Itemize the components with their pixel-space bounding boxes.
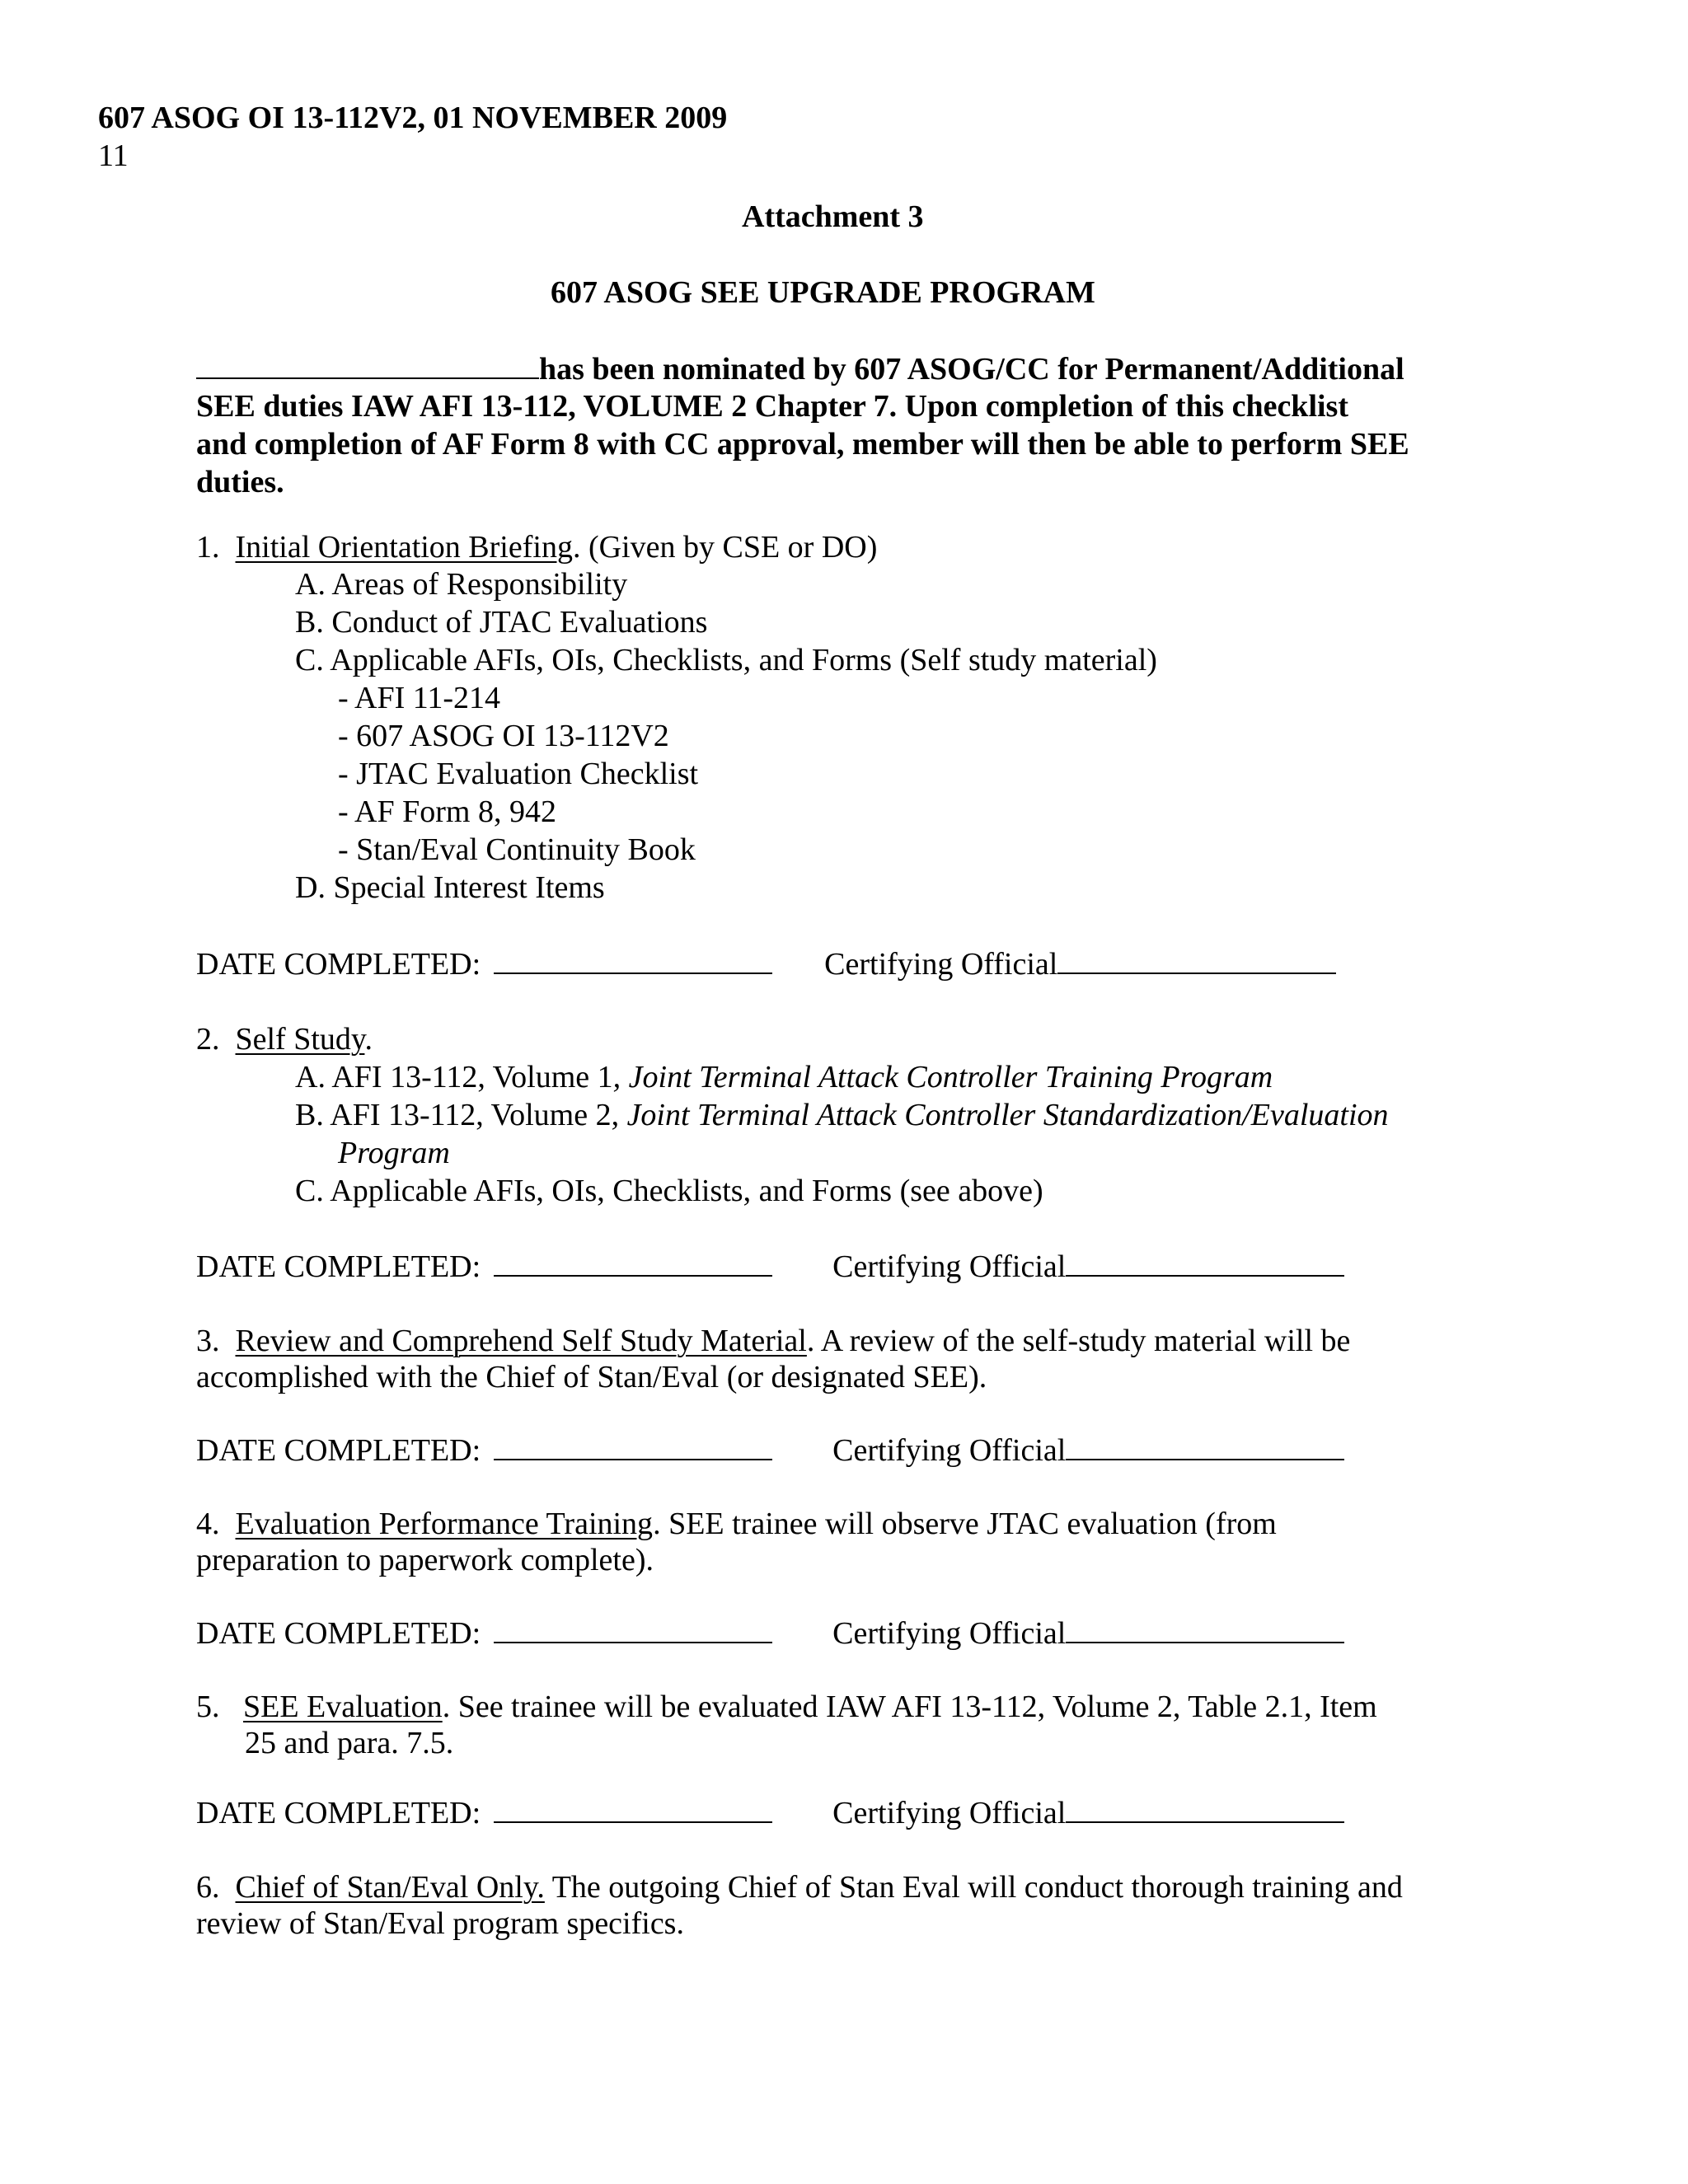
item-6-number: 6.	[196, 1870, 220, 1905]
item-2-sub-c: C. Applicable AFIs, OIs, Checklists, and Forms (see above)	[295, 1174, 1043, 1208]
item-2-number: 2.	[196, 1022, 220, 1057]
date-completed-field[interactable]	[494, 1247, 772, 1277]
item-1-c-list-item: - AF Form 8, 942	[338, 794, 556, 829]
item-6-heading	[196, 1868, 1403, 1906]
item-1-c-list-item: - JTAC Evaluation Checklist	[338, 757, 699, 791]
item-2-text: .	[364, 1022, 373, 1057]
item-5-number: 5.	[196, 1690, 220, 1724]
item-2-sub-b-ref: B. AFI 13-112, Volume 2,	[295, 1098, 627, 1132]
item-4-signoff	[196, 1614, 1344, 1652]
intro-line-1	[196, 349, 1404, 388]
item-1-text: . (Given by CSE or DO)	[572, 530, 878, 565]
item-2-sub-b-title-cont: Program	[338, 1136, 450, 1170]
item-5-signoff	[196, 1793, 1344, 1832]
item-5-heading	[196, 1688, 1377, 1726]
date-completed-label: DATE COMPLETED:	[196, 1249, 481, 1284]
program-title: 607 ASOG SEE UPGRADE PROGRAM	[551, 275, 1095, 310]
item-2-heading	[196, 1020, 373, 1058]
certifying-official-label: Certifying Official	[832, 1249, 1067, 1284]
item-1-sub-b: B. Conduct of JTAC Evaluations	[295, 605, 708, 640]
item-1-sub-c: C. Applicable AFIs, OIs, Checklists, and Forms (Self study material)	[295, 643, 1157, 677]
item-5-title: SEE Evaluation	[243, 1690, 443, 1724]
certifying-official-label: Certifying Official	[832, 1433, 1067, 1468]
page-number: 11	[98, 138, 129, 173]
intro-text-1: has been nominated by 607 ASOG/CC for Permanent/Additional	[539, 352, 1404, 387]
certifying-official-label: Certifying Official	[824, 947, 1058, 982]
item-6-text: The outgoing Chief of Stan Eval will conduct thorough training and	[544, 1870, 1403, 1905]
item-4-heading	[196, 1505, 1277, 1543]
item-1-heading	[196, 528, 877, 566]
certifying-official-label: Certifying Official	[832, 1796, 1067, 1830]
date-completed-field[interactable]	[494, 944, 772, 974]
certifying-official-field[interactable]	[1066, 1247, 1344, 1277]
date-completed-field[interactable]	[494, 1793, 772, 1823]
item-1-c-list-item: - AFI 11-214	[338, 681, 501, 715]
item-6-title: Chief of Stan/Eval Only.	[235, 1870, 545, 1905]
item-3-title: Review and Comprehend Self Study Material	[235, 1324, 807, 1358]
item-4-number: 4.	[196, 1507, 220, 1541]
certifying-official-field[interactable]	[1066, 1793, 1344, 1823]
item-3-signoff	[196, 1431, 1344, 1469]
item-6-text-cont: review of Stan/Eval program specifics.	[196, 1906, 684, 1941]
item-2-sub-b	[295, 1096, 1389, 1134]
item-2-sub-a-title: , Joint Terminal Attack Controller Training Program	[612, 1060, 1273, 1094]
certifying-official-field[interactable]	[1057, 944, 1336, 974]
date-completed-label: DATE COMPLETED:	[196, 1616, 481, 1651]
item-1-c-list-item: - Stan/Eval Continuity Book	[338, 832, 696, 867]
item-2-title: Self Study	[235, 1022, 365, 1057]
date-completed-label: DATE COMPLETED:	[196, 1796, 481, 1830]
item-5-text-cont: 25 and para. 7.5.	[245, 1726, 454, 1760]
date-completed-label: DATE COMPLETED:	[196, 947, 481, 982]
item-2-sub-a	[295, 1058, 1273, 1096]
intro-line-4: duties.	[196, 465, 284, 499]
item-2-sub-a-ref: A. AFI 13-112, Volume 1	[295, 1060, 613, 1094]
date-completed-field[interactable]	[494, 1431, 772, 1460]
item-4-text: . SEE trainee will observe JTAC evaluation (from	[653, 1507, 1277, 1541]
item-4-text-cont: preparation to paperwork complete).	[196, 1543, 654, 1577]
item-2-sub-b-title: Joint Terminal Attack Controller Standardization/Evaluation	[626, 1098, 1389, 1132]
item-1-signoff	[196, 944, 1336, 983]
intro-line-3: and completion of AF Form 8 with CC approval, member will then be able to perform SEE	[196, 427, 1409, 462]
date-completed-field[interactable]	[494, 1614, 772, 1643]
item-1-c-list-item: - 607 ASOG OI 13-112V2	[338, 719, 669, 753]
certifying-official-label: Certifying Official	[832, 1616, 1067, 1651]
item-3-text-cont: accomplished with the Chief of Stan/Eval (or designated SEE).	[196, 1360, 987, 1394]
nominee-name-blank[interactable]	[196, 349, 539, 379]
intro-line-2: SEE duties IAW AFI 13-112, VOLUME 2 Chapter 7. Upon completion of this checklist	[196, 389, 1349, 424]
item-1-title: Initial Orientation Briefing	[235, 530, 573, 565]
item-3-heading	[196, 1322, 1350, 1360]
item-3-number: 3.	[196, 1324, 220, 1358]
certifying-official-field[interactable]	[1066, 1431, 1344, 1460]
item-1-sub-d: D. Special Interest Items	[295, 870, 605, 905]
attachment-label: Attachment 3	[742, 199, 924, 234]
item-4-title: Evaluation Performance Training	[235, 1507, 654, 1541]
item-2-signoff	[196, 1247, 1344, 1286]
item-3-text: . A review of the self-study material will be	[806, 1324, 1351, 1358]
document-id: 607 ASOG OI 13-112V2, 01 NOVEMBER 2009	[98, 101, 728, 135]
item-1-number: 1.	[196, 530, 220, 565]
certifying-official-field[interactable]	[1066, 1614, 1344, 1643]
date-completed-label: DATE COMPLETED:	[196, 1433, 481, 1468]
item-1-sub-a: A. Areas of Responsibility	[295, 567, 628, 602]
item-5-text: . See trainee will be evaluated IAW AFI 13-112, Volume 2, Table 2.1, Item	[442, 1690, 1377, 1724]
